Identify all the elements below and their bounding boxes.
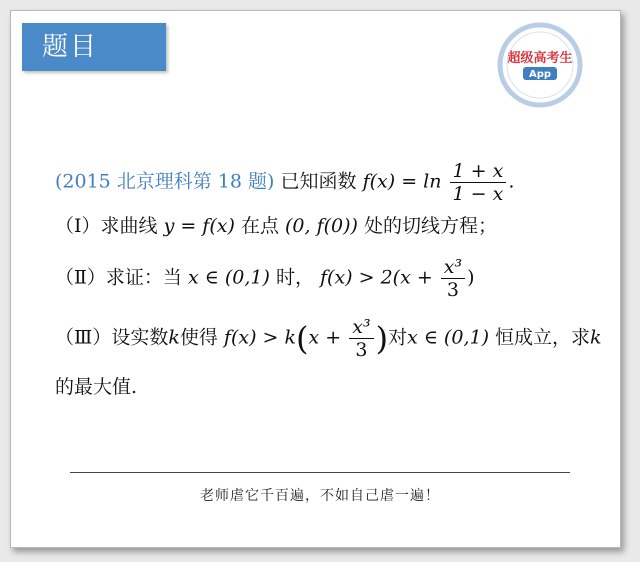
p3-lhs: f(x) > k (223, 326, 297, 349)
p3-fraction (349, 316, 373, 361)
problem-intro-line (55, 160, 514, 205)
p1-expr: y = f(x) (163, 215, 235, 237)
part-2-label: （Ⅱ） (55, 266, 106, 289)
p2-numerator: x³ (443, 256, 463, 278)
p2-end: ) (467, 266, 475, 289)
intro-text: 已知函数 (280, 170, 357, 193)
p3-k2: k (590, 326, 602, 349)
p2-lhs: f(x) > 2(x + (320, 266, 433, 289)
logo-sub-text: App (528, 69, 552, 80)
part-1-label: （Ⅰ） (55, 215, 101, 237)
title-tab (22, 23, 166, 71)
p1-text-a: 求曲线 (100, 215, 158, 237)
p2-fraction (441, 256, 465, 301)
func-denominator: 1 − x (450, 182, 507, 205)
p3-numerator: x³ (352, 316, 371, 338)
p3-text-a: 设实数 (111, 326, 169, 349)
logo-main-text: 超级高考生 (507, 51, 573, 66)
p2-text-a: 求证：当 (105, 266, 182, 289)
page-title: 题目 (42, 32, 99, 62)
part-3-label: （Ⅲ） (55, 326, 112, 349)
part-1-line (55, 212, 497, 240)
p2-denominator: 3 (441, 278, 465, 301)
p3-close-paren: ) (375, 319, 389, 358)
p3-k: k (168, 326, 180, 349)
p3-text-e: 的最大值. (55, 376, 138, 398)
func-fraction (450, 160, 507, 205)
func-lhs: f(x) = ln (362, 170, 442, 193)
part-2-line (55, 256, 475, 301)
p3-text-c: 对 (388, 326, 408, 349)
p3-denominator: 3 (349, 338, 373, 361)
func-numerator: 1 + x (452, 160, 504, 182)
problem-source: (2015 北京理科第 18 题) (55, 170, 275, 193)
footer-slogan: 老师虐它千百遍，不如自己虐一遍！ (200, 488, 440, 504)
part-3-line (55, 316, 602, 361)
p2-cond: x ∈ (0,1) (187, 266, 270, 289)
p2-text-b: 时， (275, 266, 314, 289)
part-3-continuation (55, 373, 137, 401)
p1-text-b: 在点 (240, 215, 279, 237)
app-logo (497, 22, 583, 108)
footer-divider (70, 472, 570, 473)
p1-text-c: 处的切线方程； (364, 215, 498, 237)
p3-inner: x + (308, 326, 342, 349)
p3-cond: x ∈ (0,1) (407, 326, 489, 349)
func-end: . (508, 170, 515, 193)
p3-text-d: 恒成立，求 (495, 326, 591, 349)
p1-point: (0, f(0)) (285, 215, 358, 237)
p3-text-b: 使得 (179, 326, 218, 349)
p3-open-paren: ( (296, 319, 309, 358)
